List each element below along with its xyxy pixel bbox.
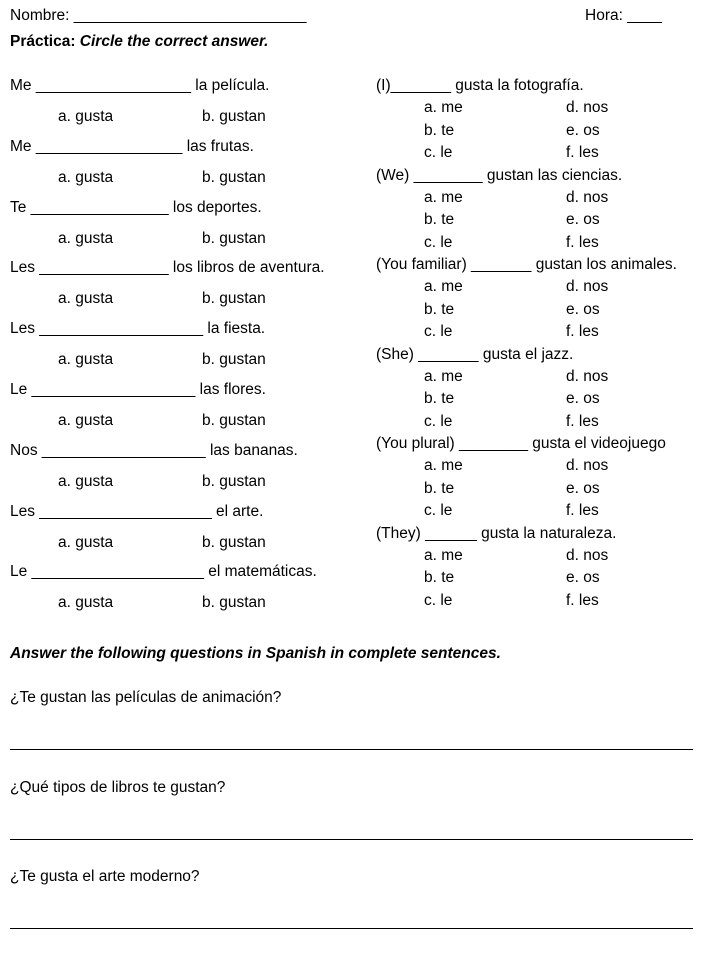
right-exercise-column [376,77,716,615]
option-a[interactable]: a. me [424,278,463,296]
question-3: ¿Te gusta el arte moderno? [10,868,200,885]
left-question-item [10,259,365,320]
right-question-item [376,167,716,257]
practice-label: Práctica: [10,33,76,50]
right-question-stem: (I)_______ gusta la fotografía. [376,77,584,94]
left-question-stem: Les _______________ los libros de aventura. [10,259,325,277]
left-exercise-column [10,77,365,624]
right-question-stem: (You familiar) _______ gustan los animales. [376,256,677,274]
option-a[interactable]: a. gusta [58,533,114,551]
option-e[interactable]: e. os [566,211,600,229]
left-question-stem: Te ________________ los deportes. [10,198,262,216]
hora-field[interactable]: Hora: ____ [585,7,662,24]
right-question-item [376,77,716,167]
answer-line-1[interactable] [10,749,693,750]
option-d[interactable]: d. nos [566,278,609,296]
option-c[interactable]: c. le [424,233,453,251]
answer-line-2[interactable] [10,839,693,840]
left-question-item [10,320,365,381]
option-d[interactable]: d. nos [566,457,609,475]
left-question-stem: Nos ___________________ las bananas. [10,441,298,459]
practice-title [10,33,268,51]
option-d[interactable]: d. nos [566,188,609,206]
right-question-item [376,346,716,436]
option-d[interactable]: d. nos [566,546,609,564]
left-question-item [10,563,365,624]
question-1: ¿Te gustan las películas de animación? [10,689,282,706]
option-e[interactable]: e. os [566,569,600,587]
option-a[interactable]: a. me [424,546,463,564]
practice-instruction: Circle the correct answer. [79,33,269,50]
right-question-stem: (We) ________ gustan las ciencias. [376,166,623,184]
nombre-field[interactable]: Nombre: ___________________________ [10,7,307,24]
right-question-stem: (They) ______ gusta la naturaleza. [376,524,617,542]
left-question-item [10,381,365,442]
option-b[interactable]: b. gustan [202,290,266,308]
option-b[interactable]: b. gustan [202,351,266,369]
option-a[interactable]: a. gusta [58,351,114,369]
option-a[interactable]: a. gusta [58,411,114,429]
option-c[interactable]: c. le [424,412,453,430]
option-f[interactable]: f. les [566,233,599,251]
option-b[interactable]: b. gustan [202,229,266,247]
option-c[interactable]: c. le [424,144,453,161]
option-b[interactable]: b. te [424,569,455,587]
left-question-stem: Les ____________________ el arte. [10,502,264,520]
option-b[interactable]: b. te [424,479,455,497]
option-a[interactable]: a. gusta [58,290,114,308]
option-b[interactable]: b. gustan [202,472,266,490]
option-a[interactable]: a. gusta [58,594,114,612]
option-e[interactable]: e. os [566,121,600,139]
option-d[interactable]: d. nos [566,99,609,116]
left-question-stem: Me __________________ la película. [10,77,270,94]
option-a[interactable]: a. me [424,99,463,116]
option-b[interactable]: b. gustan [202,533,266,551]
option-b[interactable]: b. gustan [202,108,266,125]
option-f[interactable]: f. les [566,412,599,430]
section2-instruction: Answer the following questions in Spanish in complete sentences. [10,645,501,662]
answer-line-3[interactable] [10,928,693,929]
left-question-item [10,503,365,564]
option-b[interactable]: b. gustan [202,411,266,429]
left-question-stem: Le ___________________ las flores. [10,380,266,398]
option-b[interactable]: b. gustan [202,594,266,612]
question-2: ¿Qué tipos de libros te gustan? [10,779,226,796]
option-a[interactable]: a. gusta [58,108,114,125]
option-d[interactable]: d. nos [566,367,609,385]
left-question-item [10,77,365,138]
option-a[interactable]: a. me [424,188,463,206]
right-question-item [376,435,716,525]
right-question-item [376,256,716,346]
right-question-stem: (You plural) ________ gusta el videojuego [376,435,666,453]
option-a[interactable]: a. gusta [58,168,114,186]
option-f[interactable]: f. les [566,591,599,609]
option-a[interactable]: a. me [424,367,463,385]
option-f[interactable]: f. les [566,502,599,520]
option-f[interactable]: f. les [566,144,599,161]
option-c[interactable]: c. le [424,591,453,609]
option-a[interactable]: a. gusta [58,472,114,490]
left-question-item [10,442,365,503]
left-question-stem: Les ___________________ la fiesta. [10,320,266,338]
option-e[interactable]: e. os [566,390,600,408]
option-c[interactable]: c. le [424,502,453,520]
option-c[interactable]: c. le [424,323,453,341]
option-e[interactable]: e. os [566,479,600,497]
option-b[interactable]: b. te [424,300,455,318]
option-b[interactable]: b. te [424,211,455,229]
left-question-stem: Le ____________________ el matemáticas. [10,563,317,581]
option-a[interactable]: a. gusta [58,229,114,247]
left-question-item [10,199,365,260]
left-question-item [10,138,365,199]
left-question-stem: Me _________________ las frutas. [10,137,254,155]
option-b[interactable]: b. te [424,390,455,408]
right-question-stem: (She) _______ gusta el jazz. [376,345,574,363]
option-b[interactable]: b. gustan [202,168,266,186]
option-f[interactable]: f. les [566,323,599,341]
right-question-item [376,525,716,615]
option-e[interactable]: e. os [566,300,600,318]
option-b[interactable]: b. te [424,121,455,139]
option-a[interactable]: a. me [424,457,463,475]
